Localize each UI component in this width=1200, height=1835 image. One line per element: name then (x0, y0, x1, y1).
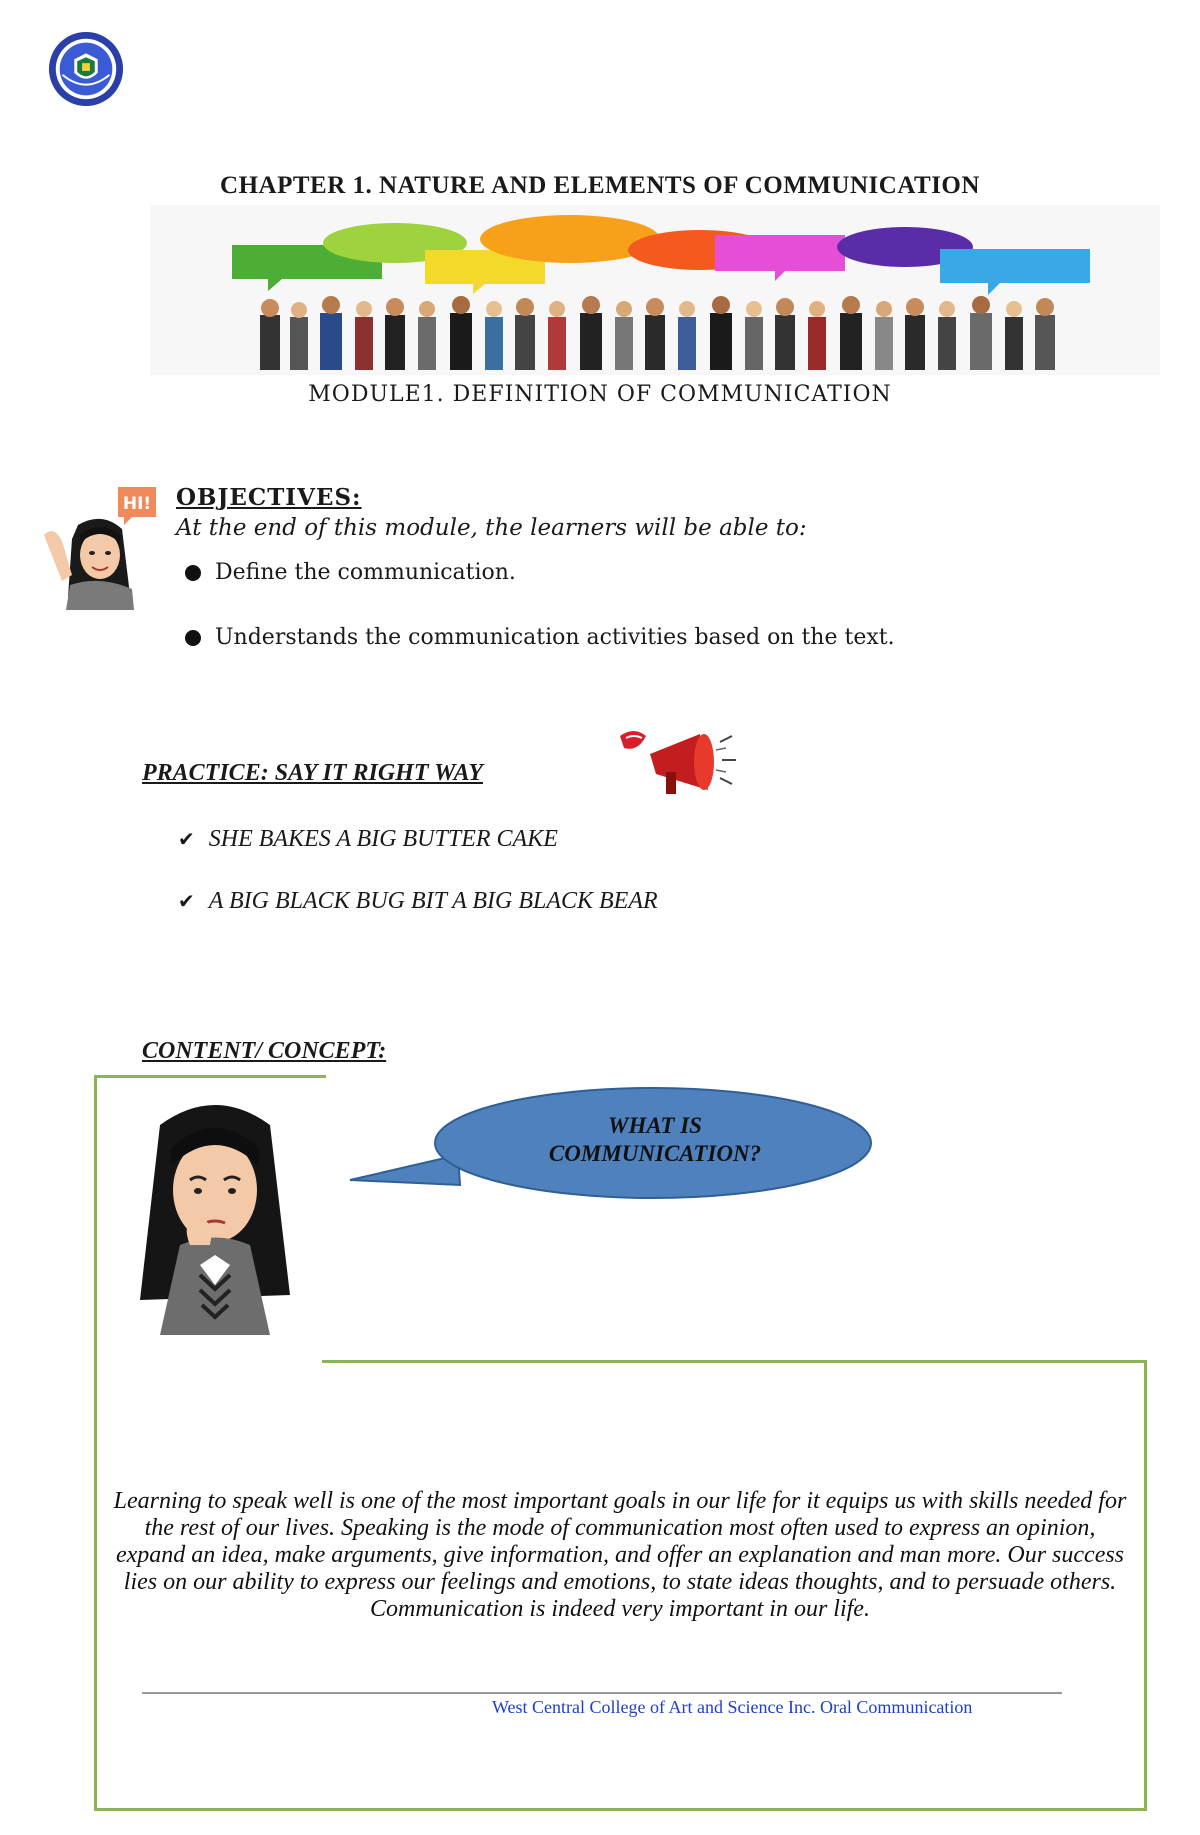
college-seal-logo (47, 30, 125, 108)
chapter-title: CHAPTER 1. NATURE AND ELEMENTS OF COMMUNICATION (220, 172, 980, 199)
bubble-line-2: COMMUNICATION? (548, 1141, 762, 1166)
practice-text: A BIG BLACK BUG BIT A BIG BLACK BEAR (208, 888, 658, 914)
practice-text: SHE BAKES A BIG BUTTER CAKE (208, 826, 558, 852)
module-title: MODULE1. DEFINITION OF COMMUNICATION (308, 382, 892, 407)
bullet-icon (185, 565, 201, 581)
footer-divider (142, 1692, 1062, 1694)
waving-girl-avatar-icon (40, 485, 160, 610)
hi-badge-text: HI! (122, 494, 152, 514)
speech-bubble-text (500, 1112, 810, 1168)
content-heading: CONTENT/ CONCEPT: (142, 1038, 387, 1064)
content-paragraph: Learning to speak well is one of the most important goals in our life for it equips us with skills needed for the rest of our lives. Speaking is the mode of communication most often used to express an opinion, expand an idea, make arguments, give information, and offer an explanation and man more. Our success lies on our ability to express our feelings and emotions, to state ideas thoughts, and to persuade others. Communication is indeed very important in our life. (113, 1488, 1127, 1622)
objective-item (185, 560, 516, 585)
practice-item (178, 888, 658, 915)
frame-border-right (1144, 1360, 1147, 1810)
objectives-intro: At the end of this module, the learners will be able to: (176, 515, 807, 541)
bubble-line-1: WHAT IS (608, 1113, 702, 1138)
frame-border-left (94, 1075, 97, 1810)
objective-item (185, 625, 895, 650)
footer-text: West Central College of Art and Science Inc. Oral Communication (492, 1697, 973, 1717)
practice-item (178, 826, 558, 853)
frame-border-middle (322, 1360, 1147, 1363)
frame-border-top (94, 1075, 326, 1078)
megaphone-lips-icon (612, 722, 744, 812)
checkmark-icon: ✔ (178, 827, 195, 851)
bullet-icon (185, 630, 201, 646)
checkmark-icon: ✔ (178, 889, 195, 913)
thinking-girl-avatar-icon (120, 1095, 310, 1335)
objective-text: Understands the communication activities based on the text. (215, 625, 895, 650)
communication-banner-image (150, 205, 1160, 375)
objectives-heading: OBJECTIVES: (176, 484, 362, 511)
objective-text: Define the communication. (215, 560, 516, 585)
practice-heading: PRACTICE: SAY IT RIGHT WAY (142, 760, 483, 786)
frame-border-bottom (94, 1808, 1147, 1811)
